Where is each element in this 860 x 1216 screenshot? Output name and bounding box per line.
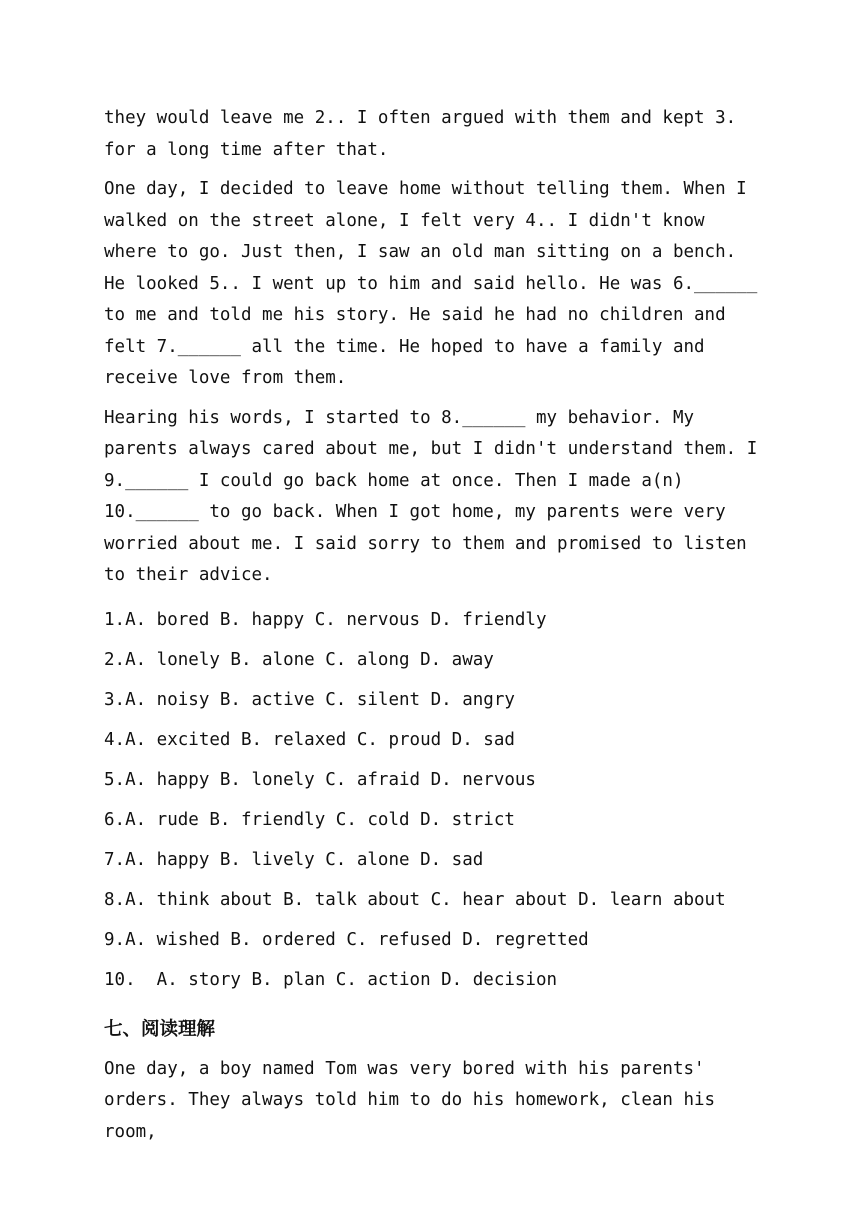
passage-paragraph-1: they would leave me 2.. I often argued with them and kept 3. for a long time after that. (104, 108, 747, 160)
section-heading-reading: 七、阅读理解 (104, 1018, 216, 1040)
option-row-10: 10. A. story B. plan C. action D. decision (104, 969, 558, 990)
option-row-3: 3.A. noisy B. active C. silent D. angry (104, 689, 515, 710)
option-row-7: 7.A. happy B. lively C. alone D. sad (104, 849, 484, 870)
option-row-5: 5.A. happy B. lonely C. afraid D. nervous (104, 769, 536, 790)
option-row-8: 8.A. think about B. talk about C. hear about D. learn about (104, 889, 726, 910)
reading-paragraph-1: One day, a boy named Tom was very bored with his parents' orders. They always told him to do his homework, clean his room, (104, 1058, 726, 1142)
option-row-1: 1.A. bored B. happy C. nervous D. friendly (104, 609, 547, 630)
cloze-options-list (104, 600, 764, 1000)
option-row-2: 2.A. lonely B. alone C. along D. away (104, 649, 494, 670)
option-row-6: 6.A. rude B. friendly C. cold D. strict (104, 809, 515, 830)
document-page (104, 103, 768, 1156)
option-row-4: 4.A. excited B. relaxed C. proud D. sad (104, 729, 515, 750)
passage-paragraph-2: One day, I decided to leave home without telling them. When I walked on the street alone, I felt very 4.. I didn't know where to go. Just then, I saw an old man sitting on a bench. He looked 5.. I went up to him and said hello. He was 6.______ to me and told me his story. He said he had no children and felt 7.______ all the time. He hoped to have a family and receive love from them. (104, 179, 768, 388)
passage-paragraph-3: Hearing his words, I started to 8.______ my behavior. My parents always cared about me, but I didn't understand them. I 9.______ I could go back home at once. Then I made a(n) 10.______ to go back. When I got home, my parents were very worried about me. I said sorry to them and promised to listen to their advice. (104, 407, 768, 585)
option-row-9: 9.A. wished B. ordered C. refused D. regretted (104, 929, 589, 950)
